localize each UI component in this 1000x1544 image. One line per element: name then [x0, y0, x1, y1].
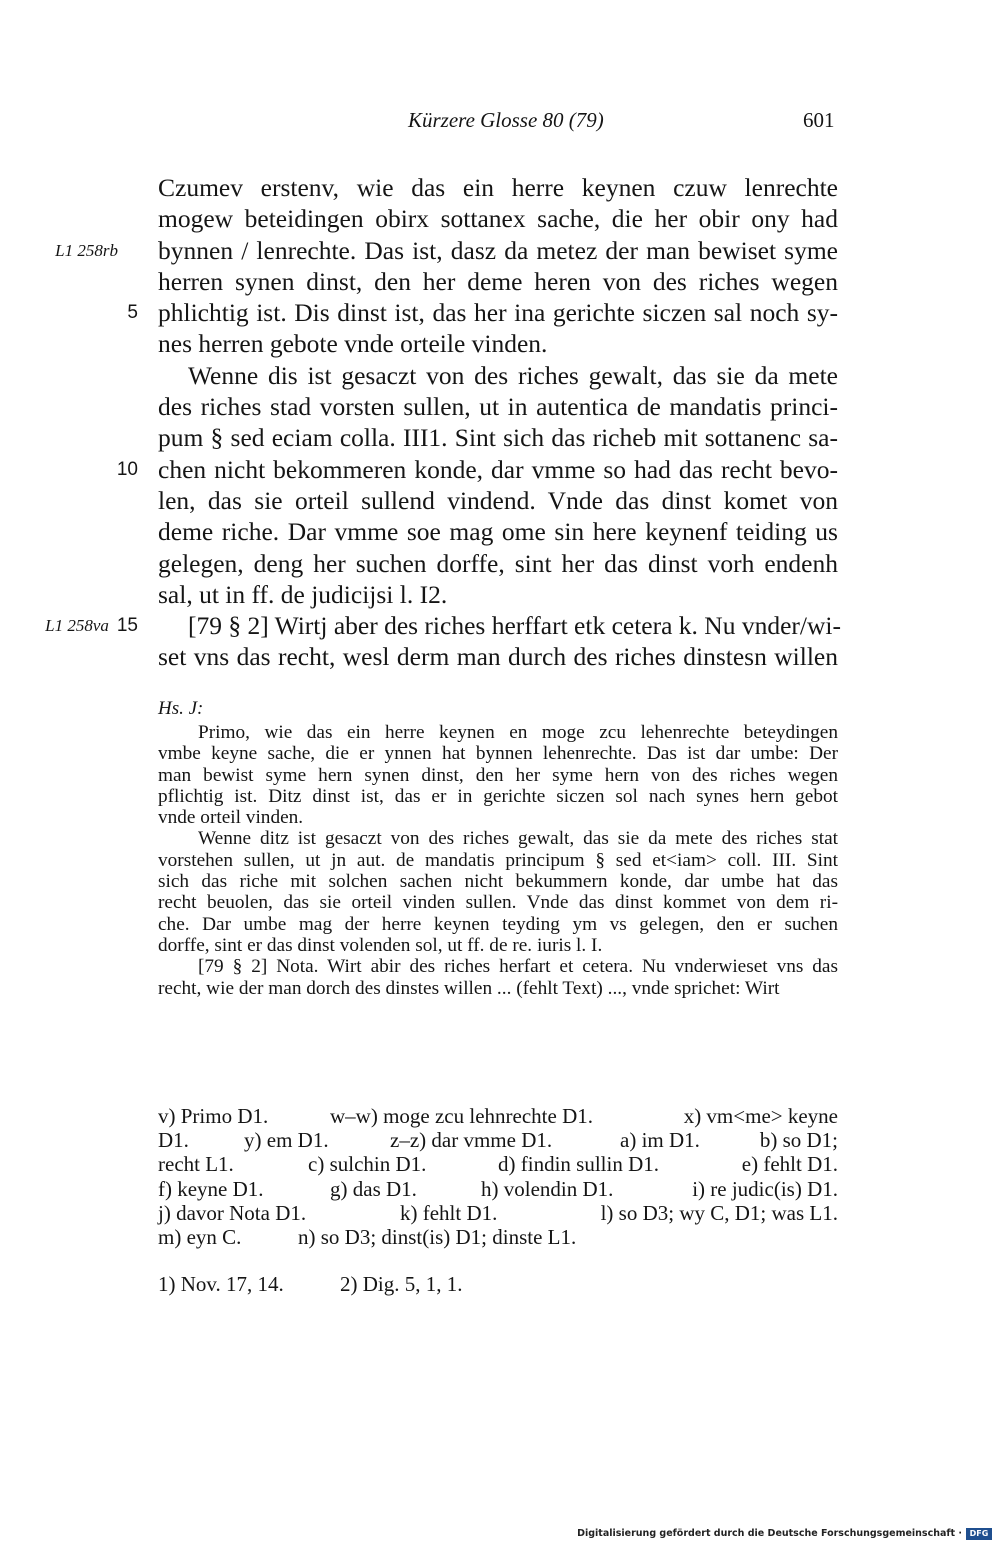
page-header — [0, 108, 1000, 138]
apparatus-line-3 — [158, 1152, 838, 1176]
note-g: g) das D1. — [330, 1176, 417, 1201]
margin-signature-258rb: L1 258rb — [55, 240, 118, 260]
apparatus-line-1 — [158, 1104, 838, 1128]
hs-line-3: man bewist syme hern synen dinst, den her syme hern von des riches wegen — [158, 764, 838, 786]
note-v: v) Primo D1. — [158, 1104, 269, 1128]
note-b: b) so D1; — [759, 1128, 838, 1153]
note-n: n) so D3; dinst(is) D1; dinste L1. — [298, 1224, 577, 1249]
source-note-2: 2) Dig. 5, 1, 1. — [340, 1272, 463, 1296]
source-note-1: 1) Nov. 17, 14. — [158, 1272, 284, 1296]
note-x-cont: D1. — [158, 1128, 189, 1153]
main-text — [45, 172, 841, 673]
hs-line-4: pflichtig ist. Ditz dinst ist, das er in gerichte siczen sol nach synes hern gebot — [158, 785, 838, 807]
main-line-3-text: bynnen / lenrechte. Das ist, dasz da metez der man bewiset syme — [158, 235, 838, 265]
page-number: 601 — [803, 108, 835, 132]
dfg-credit — [577, 1528, 992, 1540]
note-l: l) so D3; wy C, D1; was L1. — [600, 1200, 838, 1225]
hs-line-9: recht beuolen, das sie orteil vinden sullen. Vnde das dinst kommet von dem ri- — [158, 892, 838, 914]
apparatus-line-5 — [158, 1201, 838, 1225]
main-line-1: Czumev erstenv, wie das ein herre keynen czuw lenrechte — [158, 173, 838, 202]
line-number-15: 15 — [116, 615, 138, 637]
credit-text: Digitalisierung gefördert durch die Deutsche Forschungsgemeinschaft · — [577, 1528, 962, 1539]
note-j: j) davor Nota D1. — [158, 1200, 307, 1225]
note-b-cont: recht L1. — [158, 1152, 234, 1177]
note-h: h) volendin D1. — [481, 1176, 614, 1201]
hs-line-7: vorstehen sullen, ut jn aut. de mandatis principum § sed et<iam> coll. III. Sint — [158, 849, 838, 871]
line-number-10: 10 — [116, 458, 138, 480]
dfg-logo-icon: DFG — [966, 1528, 992, 1540]
margin-signature-258va: L1 258va 15 — [45, 615, 138, 637]
hs-line-8: sich das riche mit solchen sachen nicht bekummern konde, dar umbe hat das — [158, 871, 838, 893]
note-f: f) keyne D1. — [158, 1176, 264, 1201]
hs-j-text — [158, 722, 838, 999]
note-e: e) fehlt D1. — [741, 1152, 838, 1177]
hs-j-label: Hs. J: — [158, 698, 204, 719]
line-number-5: 5 — [127, 302, 138, 324]
main-line-8: des riches stad vorsten sullen, ut in autentica de mandatis princi- — [158, 392, 838, 422]
hs-line-1: Primo, wie das ein herre keynen en moge zcu lehenrechte beteydingen — [198, 722, 838, 743]
note-c: c) sulchin D1. — [308, 1152, 427, 1177]
hs-line-12: [79 § 2] Nota. Wirt abir des riches herfart et cetera. Nu vnderwieset vns das — [198, 956, 838, 978]
main-line-15-text: [79 § 2] Wirtj aber des riches herffart etk cetera k. Nu vnder/wi- — [188, 611, 841, 641]
note-i: i) re judic(is) D1. — [692, 1176, 838, 1201]
main-line-10 — [116, 454, 838, 485]
main-line-10-text: chen nicht bekommeren konde, dar vmme so had das recht bevo- — [158, 454, 838, 484]
apparatus-line-2 — [158, 1128, 838, 1152]
main-line-2: mogew beteidingen obirx sottanex sache, die her obir ony had — [158, 204, 838, 234]
note-y: y) em D1. — [244, 1128, 329, 1153]
note-x: x) vm<me> keyne — [683, 1104, 838, 1128]
main-line-9: pum § sed eciam colla. III1. Sint sich das richeb mit sottanenc sa- — [158, 423, 838, 453]
hs-line-11: dorffe, sint er das dinst volenden sol, ut ff. de re. iuris l. I. — [158, 934, 603, 956]
main-line-4: herren synen dinst, den her deme heren von des riches wegen — [158, 266, 838, 296]
note-d: d) findin sullin D1. — [498, 1152, 659, 1177]
hs-line-5: vnde orteil vinden. — [158, 807, 304, 829]
main-line-13: gelegen, deng her suchen dorffe, sint her das dinst vorh endenh — [158, 548, 838, 578]
main-line-11: len, das sie orteil sullend vindend. Vnde das dinst komet von — [158, 485, 838, 515]
critical-apparatus — [158, 1104, 838, 1249]
main-line-12: deme riche. Dar vmme soe mag ome sin here keynenf teiding us — [158, 517, 838, 547]
apparatus-line-4 — [158, 1177, 838, 1201]
note-w: w–w) moge zcu lehnrechte D1. — [330, 1104, 593, 1128]
main-line-5-text: phlichtig ist. Dis dinst ist, das her ina gerichte siczen sal noch sy- — [158, 298, 838, 328]
main-line-6: nes herren gebote vnde orteile vinden. — [158, 329, 548, 359]
main-line-7: Wenne dis ist gesaczt von des riches gewalt, das sie da mete — [188, 360, 838, 390]
note-k: k) fehlt D1. — [400, 1200, 498, 1225]
main-line-5 — [127, 297, 838, 328]
note-a: a) im D1. — [620, 1128, 700, 1153]
hs-line-13: recht, wie der man dorch des dinstes willen ... (fehlt Text) ..., vnde sprichet: Wirt — [158, 977, 780, 999]
running-title: Kürzere Glosse 80 (79) — [408, 108, 604, 132]
source-notes — [158, 1272, 838, 1298]
main-line-3 — [55, 235, 838, 266]
main-line-16: set vns das recht, wesl derm man durch des riches dinstesn willen — [158, 642, 838, 672]
main-line-15 — [45, 610, 841, 641]
apparatus-line-6 — [158, 1225, 838, 1249]
hs-line-6: Wenne ditz ist gesaczt von des riches gewalt, das sie da mete des riches stat — [198, 828, 838, 850]
note-z: z–z) dar vmme D1. — [390, 1128, 553, 1153]
hs-line-10: che. Dar umbe mag der herre keynen teyding ym vs gelegen, den er suchen — [158, 913, 838, 935]
main-line-14: sal, ut in ff. de judicijsi l. I2. — [158, 579, 448, 609]
hs-line-2: vmbe keyne sache, die er ynnen hat bynnen lehenrechte. Das ist dar umbe: Der — [158, 743, 838, 765]
note-m: m) eyn C. — [158, 1224, 242, 1249]
